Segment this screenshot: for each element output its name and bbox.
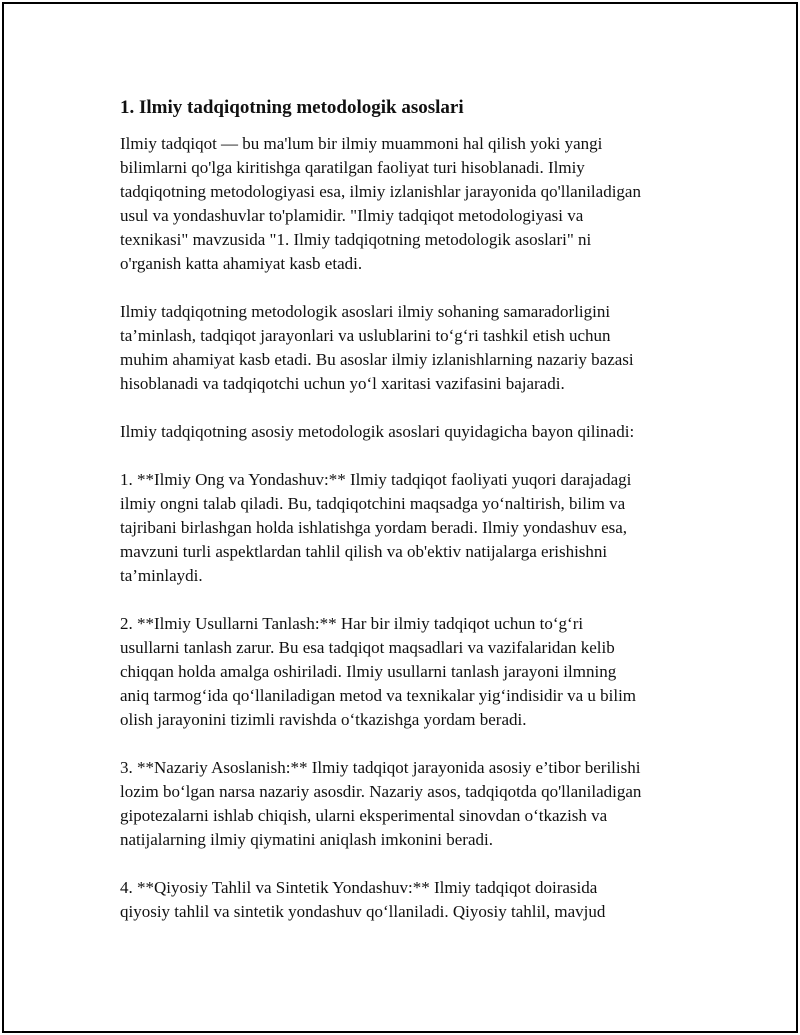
paragraph-list: [120, 132, 700, 924]
text-line: Ilmiy tadqiqotning asosiy metodologik asoslari quyidagicha bayon qilinadi:: [120, 422, 635, 441]
text-line: tadqiqotning metodologiyasi esa, ilmiy izlanishlar jarayonida qo'llaniladigan: [120, 182, 641, 201]
text-line: bilimlarni qo'lga kiritishga qaratilgan faoliyat turi hisoblanadi. Ilmiy: [120, 158, 585, 177]
text-line: ta’minlaydi.: [120, 566, 203, 585]
text-line: 1. **Ilmiy Ong va Yondashuv:** Ilmiy tadqiqot faoliyati yuqori darajadagi: [120, 470, 632, 489]
paragraph: [120, 420, 700, 444]
text-line: Ilmiy tadqiqot — bu ma'lum bir ilmiy muammoni hal qilish yoki yangi: [120, 134, 603, 153]
paragraph: [120, 876, 700, 924]
text-line: hisoblanadi va tadqiqotchi uchun yo‘l xaritasi vazifasini bajaradi.: [120, 374, 565, 393]
text-line: natijalarning ilmiy qiymatini aniqlash imkonini beradi.: [120, 830, 493, 849]
paragraph: [120, 612, 700, 732]
text-line: tajribani birlashgan holda ishlatishga yordam beradi. Ilmiy yondashuv esa,: [120, 518, 628, 537]
text-line: aniq tarmog‘ida qo‘llaniladigan metod va texnikalar yig‘indisidir va u bilim: [120, 686, 637, 705]
document-content: [120, 96, 700, 948]
text-line: o'rganish katta ahamiyat kasb etadi.: [120, 254, 363, 273]
text-line: 2. **Ilmiy Usullarni Tanlash:** Har bir ilmiy tadqiqot uchun to‘g‘ri: [120, 614, 584, 633]
text-line: chiqqan holda amalga oshiriladi. Ilmiy usullarni tanlash jarayoni ilmning: [120, 662, 617, 681]
text-line: olish jarayonini tizimli ravishda o‘tkazishga yordam beradi.: [120, 710, 527, 729]
text-line: qiyosiy tahlil va sintetik yondashuv qo‘llaniladi. Qiyosiy tahlil, mavjud: [120, 902, 606, 921]
text-line: gipotezalarni ishlab chiqish, ularni eksperimental sinovdan o‘tkazish va: [120, 806, 608, 825]
text-line: ta’minlash, tadqiqot jarayonlari va uslublarini to‘g‘ri tashkil etish uchun: [120, 326, 611, 345]
paragraph: [120, 756, 700, 852]
text-line: texnikasi" mavzusida "1. Ilmiy tadqiqotning metodologik asoslari" ni: [120, 230, 592, 249]
text-line: usullarni tanlash zarur. Bu esa tadqiqot maqsadlari va vazifalaridan kelib: [120, 638, 615, 657]
document-page: [2, 2, 798, 1033]
text-line: 3. **Nazariy Asoslanish:** Ilmiy tadqiqot jarayonida asosiy e’tibor berilishi: [120, 758, 641, 777]
text-line: muhim ahamiyat kasb etadi. Bu asoslar ilmiy izlanishlarning nazariy bazasi: [120, 350, 634, 369]
paragraph: [120, 132, 700, 276]
text-line: 4. **Qiyosiy Tahlil va Sintetik Yondashuv:** Ilmiy tadqiqot doirasida: [120, 878, 598, 897]
text-line: ilmiy ongni talab qiladi. Bu, tadqiqotchini maqsadga yo‘naltirish, bilim va: [120, 494, 626, 513]
text-line: lozim bo‘lgan narsa nazariy asosdir. Nazariy asos, tadqiqotda qo'llaniladigan: [120, 782, 642, 801]
text-line: mavzuni turli aspektlardan tahlil qilish va ob'ektiv natijalarga erishishni: [120, 542, 608, 561]
paragraph: [120, 300, 700, 396]
text-line: Ilmiy tadqiqotning metodologik asoslari ilmiy sohaning samaradorligini: [120, 302, 611, 321]
text-line: usul va yondashuvlar to'plamidir. "Ilmiy tadqiqot metodologiyasi va: [120, 206, 584, 225]
paragraph: [120, 468, 700, 588]
document-heading: 1. Ilmiy tadqiqotning metodologik asoslari: [120, 97, 464, 118]
